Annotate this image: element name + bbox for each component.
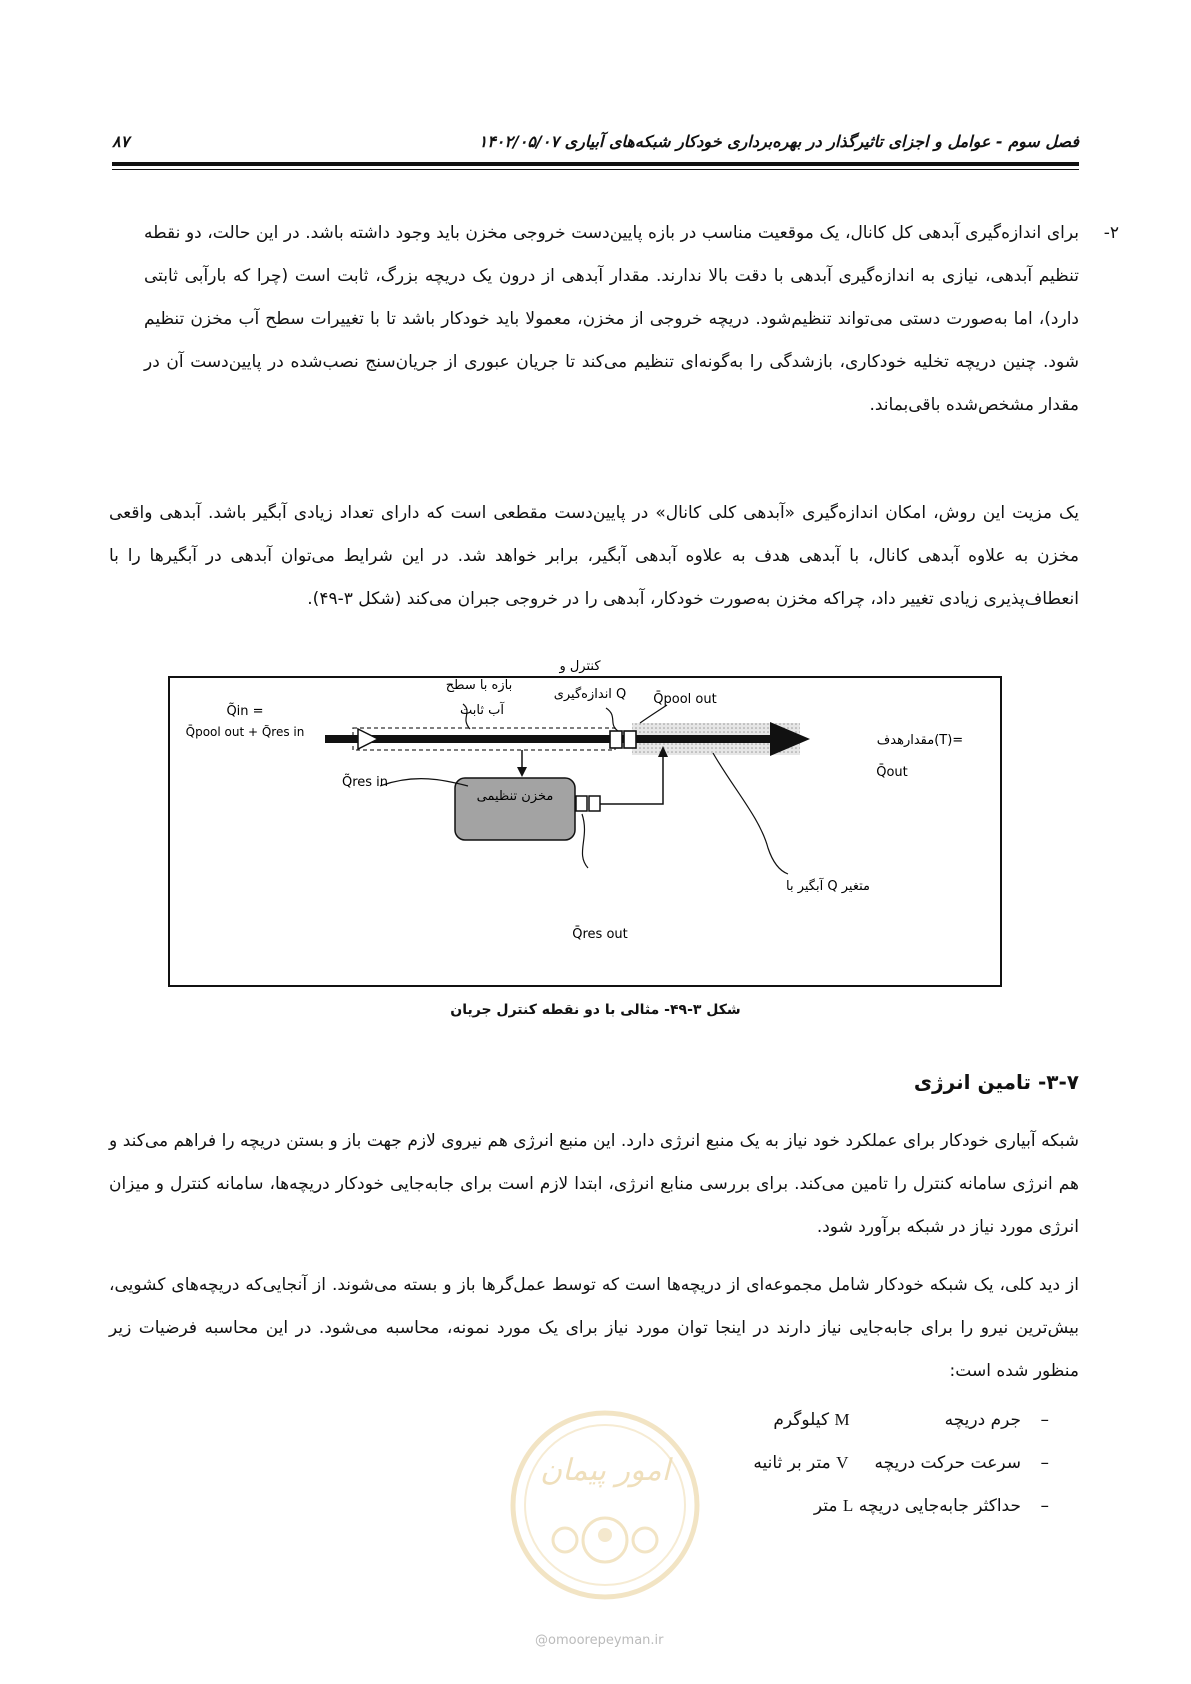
offtake-pointer xyxy=(713,753,788,874)
assumption-symbol: L xyxy=(842,1496,854,1515)
pool-label-line2: آب ثابت xyxy=(460,703,504,718)
assumption-item xyxy=(753,1453,1049,1473)
header-title: فصل سوم - عوامل و اجزای تاثیرگذار در بهره‌برداری خودکار شبکه‌های آبیاری ۱۴۰۲/۰۵/۰۷ xyxy=(478,132,1079,151)
list-dash: – xyxy=(1040,1496,1049,1516)
running-header xyxy=(112,130,1079,162)
section-heading: ۳-۷- تامین انرژی xyxy=(913,1070,1079,1094)
control-gate-1 xyxy=(610,731,622,748)
reservoir-gate-2 xyxy=(589,796,600,811)
reservoir-gate-1 xyxy=(576,796,587,811)
reservoir-return-line xyxy=(600,754,663,804)
reservoir-label: مخزن تنظیمی xyxy=(476,789,554,804)
control-gate-2 xyxy=(624,731,636,748)
qresin-label: Q̃res in xyxy=(341,775,389,790)
inlet-arrow-icon xyxy=(358,729,378,749)
assumption-symbol: M xyxy=(834,1410,850,1429)
figure-frame xyxy=(168,659,1002,987)
qin-label-line1: Q̃in = xyxy=(226,704,264,719)
list-dash: – xyxy=(1040,1410,1049,1430)
list-dash: – xyxy=(1040,1453,1049,1473)
qout-label: Q̄out xyxy=(876,765,908,780)
assumption-name: حداکثر جابه‌جایی دریچه xyxy=(858,1496,1021,1516)
inflow-arrowhead xyxy=(517,767,527,777)
header-rule-thin xyxy=(112,169,1079,170)
assumption-name: سرعت حرکت دریچه xyxy=(874,1453,1021,1473)
qin-label-line2: Q̄pool out + Q̃res in xyxy=(185,725,305,739)
assumption-unit: متر بر ثانیه xyxy=(753,1453,831,1473)
header-rule-thick xyxy=(112,162,1079,166)
regulating-reservoir xyxy=(455,778,575,840)
numbered-paragraph xyxy=(144,212,1119,427)
assumption-unit: متر xyxy=(813,1496,838,1516)
flow-diagram xyxy=(170,659,1000,985)
target-label: مقدارهدف(T)= xyxy=(876,733,964,748)
assumption-item xyxy=(773,1410,1049,1430)
control-label-line1: کنترل و xyxy=(559,659,601,674)
page-number: ۸۷ xyxy=(112,132,130,151)
qpoolout-label: Q̄pool out xyxy=(653,692,717,707)
watermark-text: امور پیمان xyxy=(540,1453,670,1488)
watermark-seal-icon xyxy=(505,1405,705,1615)
assumption-symbol: V xyxy=(836,1453,849,1472)
paragraph-2: یک مزیت این روش، امکان اندازه‌گیری «آبدهی کلی کانال» در پایین‌دست مقطعی است که دارای تعداد زیادی آبگیر باشد. آبدهی واقعی مخزن به علاوه آبدهی کانال، با آبدهی هدف به علاوه آبدهی آبگیر، برابر خواهد شد. در این شرایط می‌توان آبدهی در آبگیرها را با انعطاف‌پذیری زیادی تغییر داد، چراکه مخزن به‌صورت خودکار، آبدهی را در خروجی جبران می‌کند (شکل ۳-۴۹). xyxy=(109,503,1079,609)
paragraph-text: برای اندازه‌گیری آبدهی کل کانال، یک موقعیت مناسب در بازه پایین‌دست خروجی مخزن باید وجود داشته باشد. در این حالت، دو نقطه تنظیم آبدهی، نیازی به اندازه‌گیری آبدهی با دقت بالا ندارند. مقدار آبدهی از درون یک دریچه بزرگ، ثابت است (چرا که بارآبی ثابتی دارد)، اما به‌صورت دستی می‌تواند تنظیم‌شود. دریچه خروجی از مخزن، معمولا باید خودکار باشد تا با تغییرات سطح آب مخزن تنظیم شود. چنین دریچه تخلیه خودکاری، بازشدگی را به‌گونه‌ای تنظیم می‌کند تا جریان عبوری از جریان‌سنج نصب‌شده در پایین‌دست آن در مقدار مشخص‌شده باقی‌بماند. xyxy=(144,223,1079,415)
offtake-label: آبگیر با Q متغیر xyxy=(786,879,870,894)
watermark-site: @omoorepeyman.ir xyxy=(535,1633,664,1648)
paragraph-3: شبکه آبیاری خودکار برای عملکرد خود نیاز به یک منبع انرژی دارد. این منبع انرژی هم نیروی لازم جهت باز و بستن دریچه را فراهم می‌کند و هم انرژی سامانه کنترل را تامین می‌کند. برای بررسی منابع انرژی، ابتدا لازم است برای جابه‌جایی خودکار دریچه‌ها، سامانه کنترل و میزان انرژی مورد نیاز در شبکه برآورد شود. xyxy=(109,1131,1079,1237)
qpoolout-pointer xyxy=(640,705,667,723)
assumption-name: جرم دریچه xyxy=(944,1410,1021,1430)
qresout-pointer xyxy=(582,814,588,868)
assumption-item xyxy=(814,1496,1049,1516)
item-number: ۲- xyxy=(1103,223,1119,243)
qresout-label: Q̄res out xyxy=(572,927,628,942)
figure-caption: شکل ۳-۴۹- مثالی با دو نقطه کنترل جریان xyxy=(450,1002,741,1018)
pool-label-line1: بازه با سطح xyxy=(445,678,513,693)
assumption-unit: کیلوگرم xyxy=(773,1410,830,1430)
main-canal-line xyxy=(325,735,775,743)
paragraph-4: از دید کلی، یک شبکه خودکار شامل مجموعه‌ای از دریچه‌ها است که توسط عمل‌گرها باز و بسته می‌شوند. از آنجایی‌که دریچه‌های کشویی، بیش‌ترین نیرو را برای جابه‌جایی نیاز دارند در اینجا توان مورد نیاز برای یک مورد نمونه، محاسبه می‌شود. در این محاسبه فرضیات زیر منظور شده است: xyxy=(109,1275,1079,1381)
control-label-line2: اندازه‌گیری Q xyxy=(553,687,627,702)
